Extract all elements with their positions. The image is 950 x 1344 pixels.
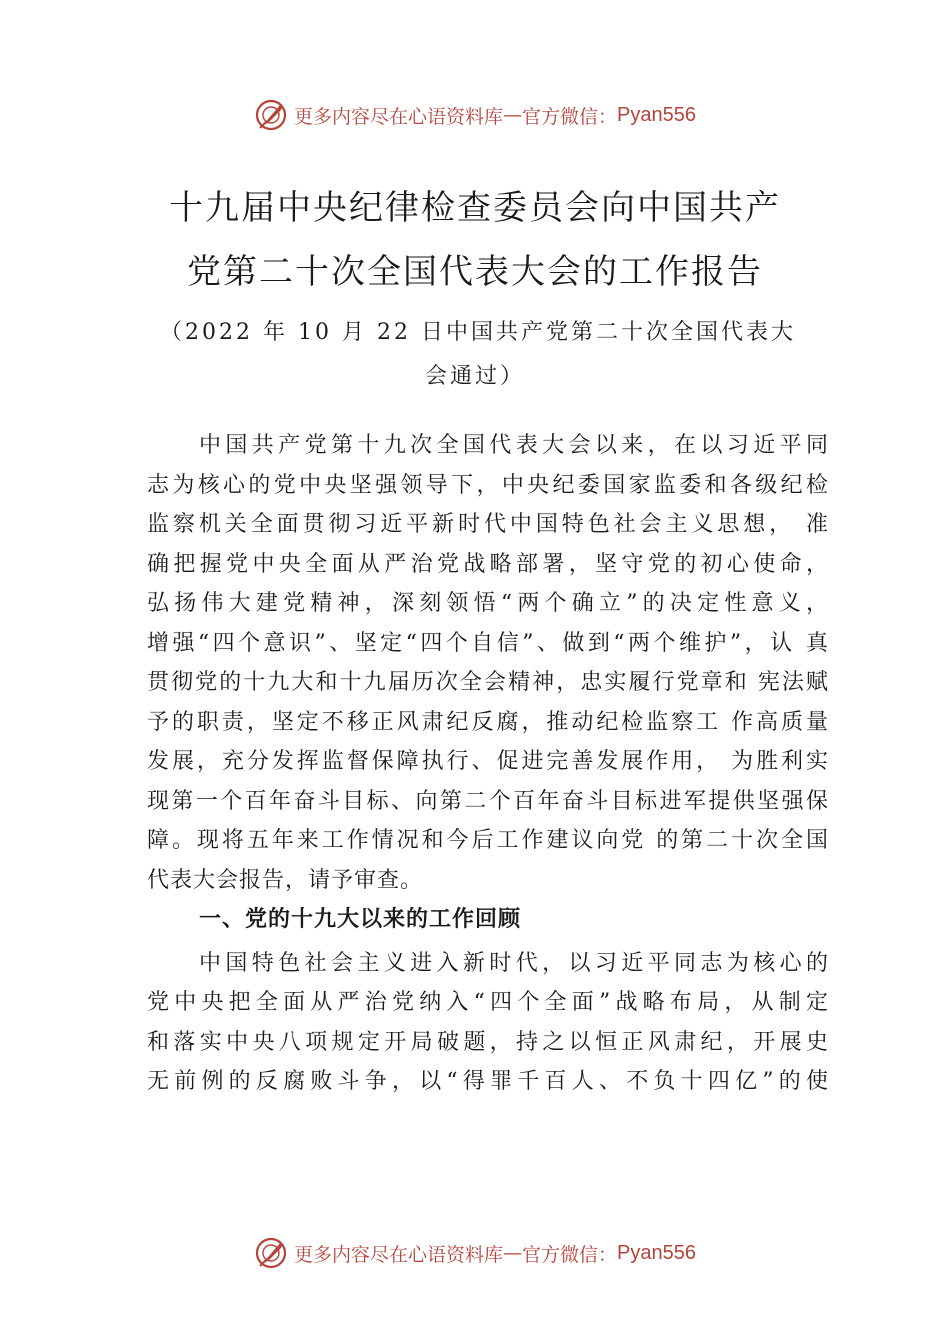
banner-brand: 更多内容尽在心语资料库 xyxy=(294,105,504,128)
paragraph-line: 中国特色社会主义进入新时代，以习近平同志为核心的 xyxy=(199,951,829,976)
banner-brand: 更多内容尽在心语资料库 xyxy=(294,1243,504,1266)
document-subtitle-line-1: （2022 年 10 月 22 日中国共产党第二十次全国代表大 xyxy=(160,320,796,345)
paragraph-line: 贯彻党的十九大和十九届历次全会精神，忠实履行党章和 宪法赋 xyxy=(147,670,829,695)
quill-logo-icon xyxy=(254,1236,288,1270)
document-subtitle-line-2: 会通过） xyxy=(424,364,525,389)
section-heading: 一、党的十九大以来的工作回顾 xyxy=(199,907,522,932)
document-title-line-1: 十九届中央纪律检查委员会向中国共产 xyxy=(169,188,781,228)
footer-banner xyxy=(0,1233,950,1273)
paragraph-line: 增强“四个意识”、坚定“四个自信”、做到“两个维护”，认 真 xyxy=(147,631,829,656)
banner-label: 官方微信： xyxy=(522,1243,618,1266)
paragraph-line: 予的职责，坚定不移正风肃纪反腐，推动纪检监察工 作高质量 xyxy=(147,710,829,735)
paragraph-line: 障。现将五年来工作情况和今后工作建议向党 的第二十次全国 xyxy=(147,828,829,853)
paragraph-line: 监察机关全面贯彻习近平新时代中国特色社会主义思想， 准 xyxy=(147,512,829,537)
paragraph-line: 确把握党中央全面从严治党战略部署，坚守党的初心使命， xyxy=(147,552,829,577)
banner-wechat-id: Pyan556 xyxy=(617,1241,696,1264)
paragraph-line: 党中央把全面从严治党纳入“四个全面”战略布局，从制定 xyxy=(147,990,829,1015)
banner-separator: — xyxy=(503,104,523,126)
banner-wechat-id: Pyan556 xyxy=(617,103,696,126)
paragraph-line: 现第一个百年奋斗目标、向第二个百年奋斗目标进军提供坚强保 xyxy=(147,789,829,814)
paragraph-line: 代表大会报告，请予审查。 xyxy=(147,868,424,893)
header-banner xyxy=(0,95,950,135)
paragraph-line: 中国共产党第十九次全国代表大会以来，在以习近平同 xyxy=(199,433,829,458)
paragraph-line: 志为核心的党中央坚强领导下，中央纪委国家监委和各级纪检 xyxy=(147,473,829,498)
paragraph-line: 发展，充分发挥监督保障执行、促进完善发展作用， 为胜利实 xyxy=(147,749,829,774)
quill-logo-icon xyxy=(254,98,288,132)
paragraph-line: 弘扬伟大建党精神，深刻领悟“两个确立”的决定性意义， xyxy=(147,591,829,616)
banner-separator: — xyxy=(503,1242,523,1264)
document-title-line-2: 党第二十次全国代表大会的工作报告 xyxy=(187,252,763,292)
banner-label: 官方微信： xyxy=(522,105,618,128)
paragraph-line: 无前例的反腐败斗争，以“得罪千百人、不负十四亿”的使 xyxy=(147,1069,829,1094)
paragraph-line: 和落实中央八项规定开局破题，持之以恒正风肃纪，开展史 xyxy=(147,1030,829,1055)
